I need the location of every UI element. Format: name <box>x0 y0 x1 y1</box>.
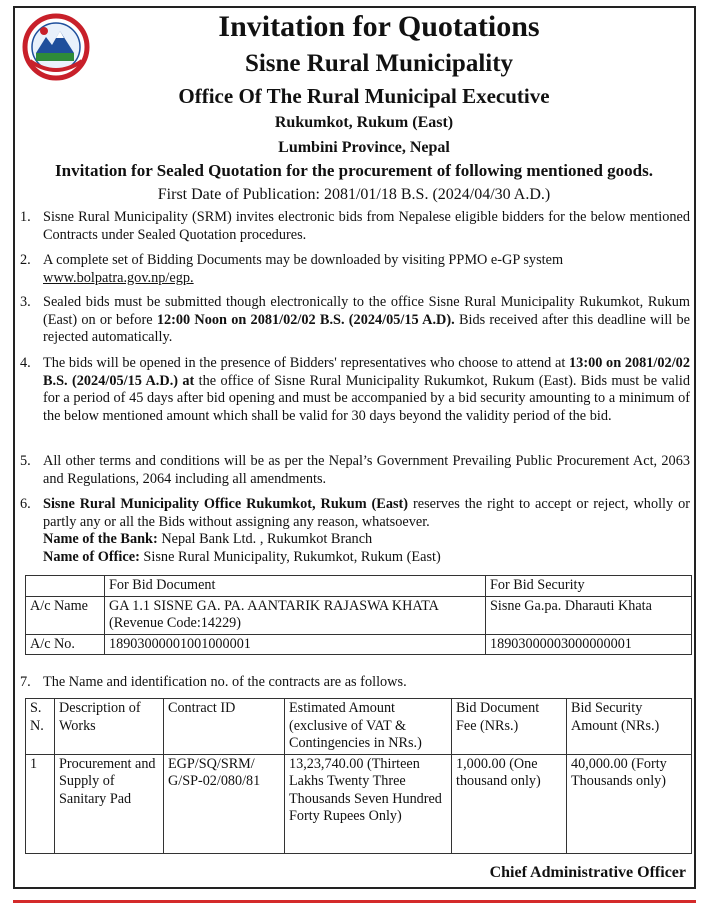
clause-text-tail: Bids received after this deadline will be rejected automatically. <box>43 311 691 345</box>
clause-text: All other terms and conditions will be as per the Nepal’s Government Prevailing Public Procurement Act, 2063 and Regulations, 2064 including all amendments. <box>43 453 690 487</box>
organization-name: Sisne Rural Municipality <box>244 50 514 77</box>
table-cell: Procurement and Supply of Sanitary Pad <box>55 754 164 853</box>
row-label: A/c No. <box>26 634 105 655</box>
office-reserve-name: Sisne Rural Municipality Office Rukumkot, Rukum (East) <box>43 496 409 512</box>
table-cell: 1,000.00 (One thousand only) <box>452 754 567 853</box>
clause-1 <box>20 209 690 244</box>
clause-number: 4. <box>20 355 31 371</box>
clause-6 <box>20 496 690 566</box>
bank-account-table <box>25 575 692 655</box>
table-cell: EGP/SQ/SRM/ G/SP-02/080/81 <box>164 754 285 853</box>
table-cell: 18903000001001000001 <box>105 634 486 655</box>
table-header: For Bid Security <box>486 576 692 597</box>
revenue-code: (Revenue Code:14229) <box>109 615 241 631</box>
table-header: Bid Security Amount (NRs.) <box>567 699 692 755</box>
clause-number: 3. <box>20 294 31 310</box>
clause-7 <box>20 674 690 692</box>
clause-number: 2. <box>20 252 31 268</box>
clause-text: The Name and identification no. of the contracts are as follows. <box>43 674 407 690</box>
opening-time: 13:00 on 2081/02/02 B.S. (2024/05/15 A.D.) at <box>43 355 690 389</box>
notice-title: Invitation for Quotations <box>218 10 540 43</box>
notice-subject: Invitation for Sealed Quotation for the procurement of following mentioned goods. <box>55 161 653 180</box>
clause-text: reserves the right to accept or reject, wholly or partly any or all the Bids without assigning any reason, whatsoever. <box>43 496 690 530</box>
signatory-title: Chief Administrative Officer <box>489 864 686 881</box>
table-cell: 1 <box>26 754 55 853</box>
table-header: Bid Document Fee (NRs.) <box>452 699 567 755</box>
clause-text: A complete set of Bidding Documents may be downloaded by visiting PPMO e-GP system <box>43 252 564 268</box>
clause-text: Sisne Rural Municipality (SRM) invites electronic bids from Nepalese eligible bidders for the below mentioned Contracts under Sealed Quotation procedures. <box>43 209 690 243</box>
office-address: Rukumkot, Rukum (East) <box>274 114 454 131</box>
account-name: GA 1.1 SISNE GA. PA. AANTARIK RAJASWA KHATA <box>109 597 439 614</box>
office-name: Office Of The Rural Municipal Executive <box>178 84 550 108</box>
table-cell: 18903000003000000001 <box>486 634 692 655</box>
clause-text: The bids will be opened in the presence of Bidders' representatives who choose to attend at <box>43 355 570 371</box>
table-cell <box>105 596 486 634</box>
table-row <box>26 596 692 634</box>
clause-number: 7. <box>20 674 31 690</box>
table-header-row <box>26 576 692 597</box>
clause-text: Sealed bids must be submitted though electronically to the office Sisne Rural Municipality Rukumkot, Rukum (East) on or before <box>43 294 690 328</box>
egp-link[interactable]: www.bolpatra.gov.np/egp. <box>43 269 194 286</box>
table-header: Description of Works <box>55 699 164 755</box>
clause-4 <box>20 355 690 425</box>
table-row <box>26 754 692 853</box>
office-label: Name of Office: <box>43 548 140 565</box>
clause-number: 1. <box>20 209 31 225</box>
clause-number: 5. <box>20 453 31 469</box>
clause-2 <box>20 252 690 287</box>
table-header: Contract ID <box>164 699 285 755</box>
bank-value: Nepal Bank Ltd. , Rukumkot Branch <box>157 531 373 547</box>
row-label: A/c Name <box>26 596 105 634</box>
table-cell: 40,000.00 (Forty Thousands only) <box>567 754 692 853</box>
office-value: Sisne Rural Municipality, Rukumkot, Rukum (East) <box>139 548 441 565</box>
bottom-rule <box>13 900 696 903</box>
bank-label: Name of the Bank: <box>43 531 158 547</box>
clause-text-tail: the office of Sisne Rural Municipality Rukumkot, Rukum (East). Bids must be valid for a period of 45 days after bid opening and must be accompanied by a bid security amounting to a minimum of the below mentioned amount which shall be valid for 30 days beyond the validity period of the bid. <box>43 372 690 424</box>
table-cell <box>26 576 105 597</box>
clause-number: 6. <box>20 496 31 512</box>
table-cell: 13,23,740.00 (Thirteen Lakhs Twenty Three Thousands Seven Hundred Forty Rupees Only) <box>285 754 452 853</box>
contract-table <box>25 698 692 854</box>
table-header: S. N. <box>26 699 55 755</box>
table-row <box>26 634 692 655</box>
table-header: Estimated Amount (exclusive of VAT & Contingencies in NRs.) <box>285 699 452 755</box>
table-header-row <box>26 699 692 755</box>
clause-5 <box>20 453 690 488</box>
table-header: For Bid Document <box>105 576 486 597</box>
clause-3 <box>20 294 690 347</box>
submission-deadline: 12:00 Noon on 2081/02/02 B.S. (2024/05/15 A.D). <box>156 311 455 328</box>
publication-date: First Date of Publication: 2081/01/18 B.S. (2024/04/30 A.D.) <box>157 186 551 203</box>
province-line: Lumbini Province, Nepal <box>278 139 450 156</box>
table-cell: Sisne Ga.pa. Dharauti Khata <box>486 596 692 634</box>
